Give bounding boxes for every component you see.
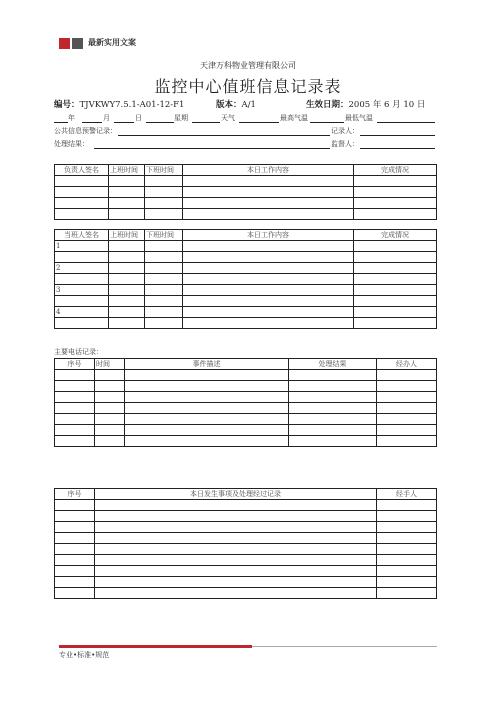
table-cell[interactable] (183, 274, 354, 285)
column-header: 上班时间 (109, 230, 145, 241)
column-header: 经办人 (377, 359, 437, 370)
table-cell[interactable] (55, 296, 109, 307)
table-cell[interactable] (55, 370, 95, 381)
table-cell[interactable] (55, 274, 109, 285)
form-title: 监控中心值班信息记录表 (154, 77, 342, 96)
table-row (55, 533, 437, 544)
table-cell[interactable] (289, 403, 377, 414)
company-name: 天津万科物业管理有限公司 (200, 61, 296, 70)
table-cell[interactable] (95, 414, 125, 425)
table-cell[interactable]: 2 (55, 263, 109, 274)
footer-text: 专业•标准•规范 (59, 651, 110, 659)
day-blank[interactable] (114, 122, 134, 123)
table-cell[interactable] (377, 403, 437, 414)
column-header: 当班人签名 (55, 230, 109, 241)
alarm-label: 公共信息预警记录： (54, 127, 117, 135)
table-cell[interactable] (354, 187, 437, 198)
supervisor-blank[interactable] (360, 148, 435, 149)
footer-red-rule (59, 645, 252, 648)
table-cell[interactable] (377, 370, 437, 381)
max-temp-label: 最高气温 (280, 114, 308, 122)
table-row (55, 381, 437, 392)
weather-blank[interactable] (192, 122, 220, 123)
column-header: 本日发生事项及处理经过记录 (95, 489, 377, 500)
table-cell[interactable] (125, 370, 289, 381)
table-cell[interactable] (55, 187, 109, 198)
table-cell[interactable] (289, 370, 377, 381)
table-cell[interactable] (145, 307, 183, 318)
table-cell[interactable] (55, 176, 109, 187)
date-label: 生效日期： (306, 100, 349, 110)
table-cell[interactable] (95, 555, 377, 566)
table-row (55, 318, 437, 329)
table-cell[interactable] (109, 176, 145, 187)
month-blank[interactable] (82, 122, 102, 123)
table-cell[interactable] (125, 403, 289, 414)
phone-section-label: 主要电话记录： (54, 348, 103, 356)
table-cell[interactable] (377, 511, 437, 522)
code-value: TJVKWY7.5.1-A01-12-F1 (79, 100, 185, 110)
table-cell[interactable] (55, 403, 95, 414)
table-cell[interactable]: 1 (55, 241, 109, 252)
table-cell[interactable] (55, 500, 95, 511)
table-cell[interactable] (183, 296, 354, 307)
table-cell[interactable] (95, 533, 377, 544)
table-cell[interactable] (145, 176, 183, 187)
min-temp-value-blank[interactable] (377, 122, 435, 123)
weather-label: 天气 (221, 114, 235, 122)
table-cell[interactable] (95, 381, 125, 392)
table-cell[interactable] (95, 436, 125, 447)
day-label: 日 (135, 114, 142, 122)
table-cell[interactable] (183, 209, 354, 220)
phone-table (54, 358, 437, 447)
table-cell[interactable] (95, 522, 377, 533)
year-blank[interactable] (54, 122, 68, 123)
table-cell[interactable] (183, 176, 354, 187)
table-row (55, 296, 437, 307)
table-cell[interactable] (377, 414, 437, 425)
recorder-label: 记录人： (331, 127, 359, 135)
code-label: 编号： (54, 100, 80, 110)
table-cell[interactable] (95, 425, 125, 436)
date-value: 2005 年 6 月 10 日 (348, 100, 426, 110)
table-cell[interactable] (183, 241, 354, 252)
table-cell[interactable] (183, 198, 354, 209)
table-cell[interactable] (289, 381, 377, 392)
result-blank[interactable] (94, 148, 330, 149)
table-cell[interactable] (55, 577, 95, 588)
table-cell[interactable] (109, 198, 145, 209)
table-cell[interactable] (109, 209, 145, 220)
max-temp-blank[interactable] (239, 122, 279, 123)
table-cell[interactable] (109, 307, 145, 318)
table-row (55, 176, 437, 187)
table-cell[interactable] (183, 263, 354, 274)
table-row (55, 274, 437, 285)
table-cell[interactable] (109, 296, 145, 307)
header-row (55, 489, 437, 500)
table-cell[interactable] (183, 285, 354, 296)
table-cell[interactable] (55, 544, 95, 555)
table-cell[interactable] (289, 392, 377, 403)
header-red-square (59, 38, 70, 49)
table-cell[interactable] (109, 241, 145, 252)
supervisor-label: 监督人： (331, 140, 359, 148)
manager-table (54, 164, 437, 220)
table-cell[interactable] (289, 414, 377, 425)
table-row (55, 307, 437, 318)
table-cell[interactable] (377, 577, 437, 588)
footer-gray-rule (252, 646, 437, 647)
table-cell[interactable] (55, 588, 95, 599)
table-cell[interactable] (354, 285, 437, 296)
column-header: 处理结果 (289, 359, 377, 370)
table-cell[interactable] (145, 252, 183, 263)
table-cell[interactable] (95, 544, 377, 555)
weekday-blank[interactable] (146, 122, 174, 123)
table-row (55, 403, 437, 414)
table-row (55, 198, 437, 209)
table-cell[interactable] (377, 425, 437, 436)
column-header: 下班时间 (145, 230, 183, 241)
table-cell[interactable] (183, 252, 354, 263)
table-cell[interactable] (55, 392, 95, 403)
table-cell[interactable] (145, 263, 183, 274)
table-cell[interactable] (145, 187, 183, 198)
table-cell[interactable] (109, 252, 145, 263)
table-cell[interactable] (55, 198, 109, 209)
table-cell[interactable] (145, 296, 183, 307)
table-cell[interactable] (95, 588, 377, 599)
table-cell[interactable] (55, 566, 95, 577)
table-cell[interactable] (95, 500, 377, 511)
table-row (55, 555, 437, 566)
column-header: 上班时间 (109, 165, 145, 176)
table-cell[interactable] (55, 522, 95, 533)
table-cell[interactable] (125, 425, 289, 436)
table-cell[interactable] (55, 414, 95, 425)
code-field (54, 98, 184, 110)
table-cell[interactable] (354, 176, 437, 187)
table-cell[interactable] (377, 392, 437, 403)
table-cell[interactable] (145, 198, 183, 209)
table-cell[interactable] (55, 318, 109, 329)
table-cell[interactable] (145, 241, 183, 252)
table-cell[interactable] (125, 436, 289, 447)
recorder-blank[interactable] (360, 135, 435, 136)
header-row (55, 230, 437, 241)
table-cell[interactable] (354, 263, 437, 274)
table-row (55, 414, 437, 425)
version-field (216, 98, 256, 110)
table-row (55, 588, 437, 599)
table-cell[interactable] (109, 318, 145, 329)
date-field (306, 98, 425, 110)
table-cell[interactable] (377, 381, 437, 392)
header-gray-square (72, 38, 83, 49)
alarm-blank[interactable] (118, 135, 330, 136)
table-cell[interactable] (183, 307, 354, 318)
column-header: 时间 (95, 359, 125, 370)
min-temp-label: 最低气温 (345, 114, 373, 122)
table-cell[interactable] (145, 209, 183, 220)
header-row (55, 359, 437, 370)
table-cell[interactable] (354, 198, 437, 209)
table-cell[interactable]: 4 (55, 307, 109, 318)
table-row (55, 285, 437, 296)
table-cell[interactable] (145, 318, 183, 329)
column-header: 本日工作内容 (183, 165, 354, 176)
column-header: 事件描述 (125, 359, 289, 370)
table-cell[interactable] (377, 500, 437, 511)
table-cell[interactable] (354, 296, 437, 307)
year-label: 年 (68, 114, 75, 122)
table-row (55, 425, 437, 436)
table-row (55, 209, 437, 220)
table-cell[interactable] (95, 577, 377, 588)
table-cell[interactable] (55, 209, 109, 220)
table-cell[interactable] (125, 381, 289, 392)
table-row (55, 500, 437, 511)
table-cell[interactable] (377, 522, 437, 533)
table-cell[interactable] (55, 511, 95, 522)
table-cell[interactable] (125, 414, 289, 425)
table-cell[interactable] (354, 307, 437, 318)
column-header: 完成情况 (354, 165, 437, 176)
version-label: 版本： (216, 100, 242, 110)
table-cell[interactable] (183, 187, 354, 198)
table-cell[interactable] (55, 436, 95, 447)
staff-table (54, 229, 437, 329)
table-cell[interactable]: 3 (55, 285, 109, 296)
column-header: 本日工作内容 (183, 230, 354, 241)
weekday-label: 星期 (174, 114, 188, 122)
table-cell[interactable] (354, 241, 437, 252)
table-cell[interactable] (377, 566, 437, 577)
table-row (55, 187, 437, 198)
table-cell[interactable] (145, 285, 183, 296)
table-cell[interactable] (377, 588, 437, 599)
table-cell[interactable] (183, 318, 354, 329)
table-cell[interactable] (289, 425, 377, 436)
table-cell[interactable] (55, 555, 95, 566)
table-cell[interactable] (95, 392, 125, 403)
column-header: 经手人 (377, 489, 437, 500)
table-cell[interactable] (109, 187, 145, 198)
table-row (55, 511, 437, 522)
table-row (55, 370, 437, 381)
table-cell[interactable] (55, 252, 109, 263)
table-cell[interactable] (55, 533, 95, 544)
table-row (55, 544, 437, 555)
column-header: 完成情况 (354, 230, 437, 241)
table-cell[interactable] (354, 274, 437, 285)
table-cell[interactable] (109, 274, 145, 285)
table-row (55, 252, 437, 263)
column-header: 序号 (55, 489, 95, 500)
table-cell[interactable] (377, 533, 437, 544)
table-cell[interactable] (377, 544, 437, 555)
result-label: 处理结果： (54, 140, 89, 148)
table-cell[interactable] (109, 263, 145, 274)
table-cell[interactable] (354, 252, 437, 263)
table-cell[interactable] (354, 318, 437, 329)
table-row (55, 577, 437, 588)
table-row (55, 241, 437, 252)
table-cell[interactable] (95, 370, 125, 381)
table-cell[interactable] (377, 555, 437, 566)
table-cell[interactable] (55, 425, 95, 436)
column-header: 下班时间 (145, 165, 183, 176)
month-label: 月 (103, 114, 110, 122)
column-header: 负责人签名 (55, 165, 109, 176)
events-table (54, 488, 437, 599)
table-cell[interactable] (289, 436, 377, 447)
header-row (55, 165, 437, 176)
table-cell[interactable] (95, 403, 125, 414)
min-temp-blank[interactable] (310, 122, 344, 123)
table-row (55, 392, 437, 403)
table-row (55, 522, 437, 533)
table-row (55, 436, 437, 447)
version-value: A/1 (241, 100, 256, 110)
table-cell[interactable] (109, 285, 145, 296)
column-header: 序号 (55, 359, 95, 370)
table-row (55, 263, 437, 274)
table-cell[interactable] (145, 274, 183, 285)
header-label: 最新实用文案 (88, 38, 136, 47)
table-row (55, 566, 437, 577)
table-cell[interactable] (125, 392, 289, 403)
table-cell[interactable] (354, 209, 437, 220)
table-cell[interactable] (55, 381, 95, 392)
table-cell[interactable] (377, 436, 437, 447)
table-cell[interactable] (95, 511, 377, 522)
table-cell[interactable] (95, 566, 377, 577)
